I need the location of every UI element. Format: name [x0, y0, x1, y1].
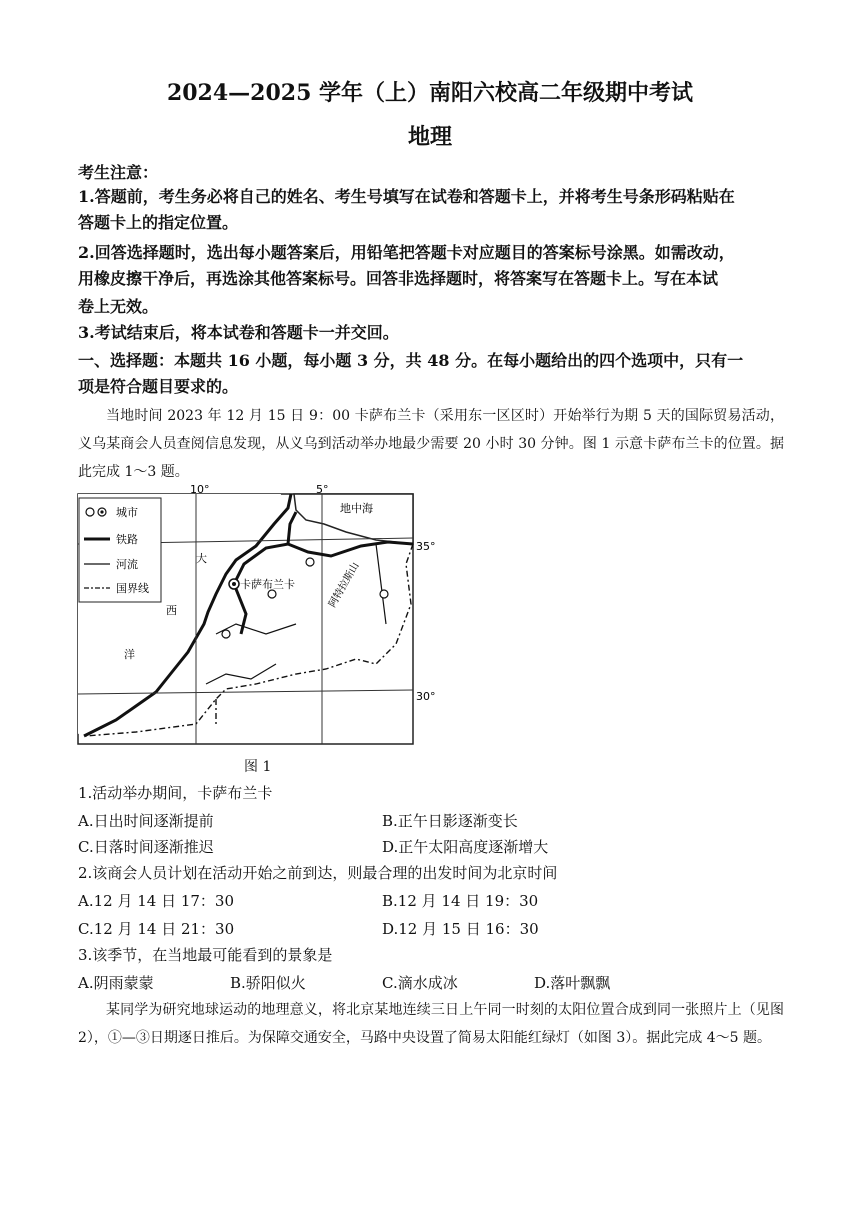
legend-border-label: 国界线	[116, 582, 149, 595]
q3-stem: 3.该季节，在当地最可能看到的景象是	[78, 946, 333, 964]
q1-option-c[interactable]: C.日落时间逐渐推迟	[78, 838, 214, 856]
q2-option-d[interactable]: D.12 月 15 日 16：30	[382, 920, 539, 938]
passage-1: 当地时间 2023 年 12 月 15 日 9：00 卡萨布兰卡（采用东一区区时）开始举行为期 5 天的国际贸易活动，义乌某商会人员查阅信息发现，从义乌到活动举办地最少需要 20 小时 30 分钟。图 1 示意卡萨布兰卡的位置。据此完成 1～3 题。	[78, 408, 784, 480]
q2-option-a[interactable]: A.12 月 14 日 17：30	[78, 892, 235, 910]
lat-35-label: 35°	[416, 540, 436, 553]
legend-railway-label: 铁路	[116, 533, 138, 546]
q2-option-c[interactable]: C.12 月 14 日 21：30	[78, 920, 235, 938]
q3-option-c[interactable]: C.滴水成冰	[382, 974, 458, 992]
section-1-line-1: 一、选择题：本题共 16 小题，每小题 3 分，共 48 分。在每小题给出的四个选项中，只有一	[78, 351, 744, 370]
lat-30-label: 30°	[416, 690, 436, 703]
map-svg	[76, 484, 438, 746]
q3-option-a[interactable]: A.阴雨蒙蒙	[78, 974, 154, 992]
q2-option-b[interactable]: B.12 月 14 日 19：30	[382, 892, 539, 910]
city-name-label: 卡萨布兰卡	[240, 578, 295, 591]
notice-item-2-line-2: 用橡皮擦干净后，再选涂其他答案标号。回答非选择题时，将答案写在答题卡上。写在本试	[78, 269, 719, 288]
q1-option-a[interactable]: A.日出时间逐渐提前	[78, 812, 214, 830]
q1-option-b[interactable]: B.正午日影逐渐变长	[382, 812, 518, 830]
lon-5-label: 5°	[316, 484, 329, 496]
notice-heading: 考生注意：	[78, 163, 159, 182]
section-1-line-2: 项是符合题目要求的。	[78, 377, 239, 396]
legend-city-label: 城市	[116, 506, 138, 519]
q3-option-b[interactable]: B.骄阳似火	[230, 974, 306, 992]
q2-stem: 2.该商会人员计划在活动开始之前到达，则最合理的出发时间为北京时间	[78, 864, 558, 882]
notice-item-1-line-2: 答题卡上的指定位置。	[78, 213, 239, 232]
subject-title: 地理	[407, 124, 452, 150]
map-figure-1	[76, 484, 438, 746]
lon-10-label: 10°	[190, 484, 210, 496]
map-caption: 图 1	[244, 759, 272, 775]
legend-river-label: 河流	[116, 558, 138, 571]
q1-stem: 1.活动举办期间，卡萨布兰卡	[78, 784, 273, 802]
ocean-label-3: 洋	[124, 648, 135, 661]
ocean-label-1: 大	[196, 552, 207, 565]
notice-item-3: 3.考试结束后，将本试卷和答题卡一并交回。	[78, 323, 399, 342]
notice-item-1-line-1: 1.答题前，考生务必将自己的姓名、考生号填写在试卷和答题卡上，并将考生号条形码粘贴在	[78, 187, 735, 206]
q1-option-d[interactable]: D.正午太阳高度逐渐增大	[382, 838, 549, 856]
notice-item-2-line-1: 2.回答选择题时，选出每小题答案后，用铅笔把答题卡对应题目的答案标号涂黑。如需改动，	[78, 243, 735, 262]
notice-item-2-line-3: 卷上无效。	[78, 297, 159, 316]
q3-option-d[interactable]: D.落叶飘飘	[534, 974, 611, 992]
exam-title: 2024—2025 学年（上）南阳六校高二年级期中考试	[166, 80, 694, 106]
ocean-label-2: 西	[166, 604, 177, 617]
passage-2: 某同学为研究地球运动的地理意义，将北京某地连续三日上午同一时刻的太阳位置合成到同一张照片上（见图 2），①—③日期逐日推后。为保障交通安全，马路中央设置了简易太阳能红绿灯（如图 3）。据此完成 4～5 题。	[78, 1002, 784, 1046]
mountain-label: 阿特拉斯山	[327, 560, 362, 610]
sea-label: 地中海	[340, 502, 373, 515]
